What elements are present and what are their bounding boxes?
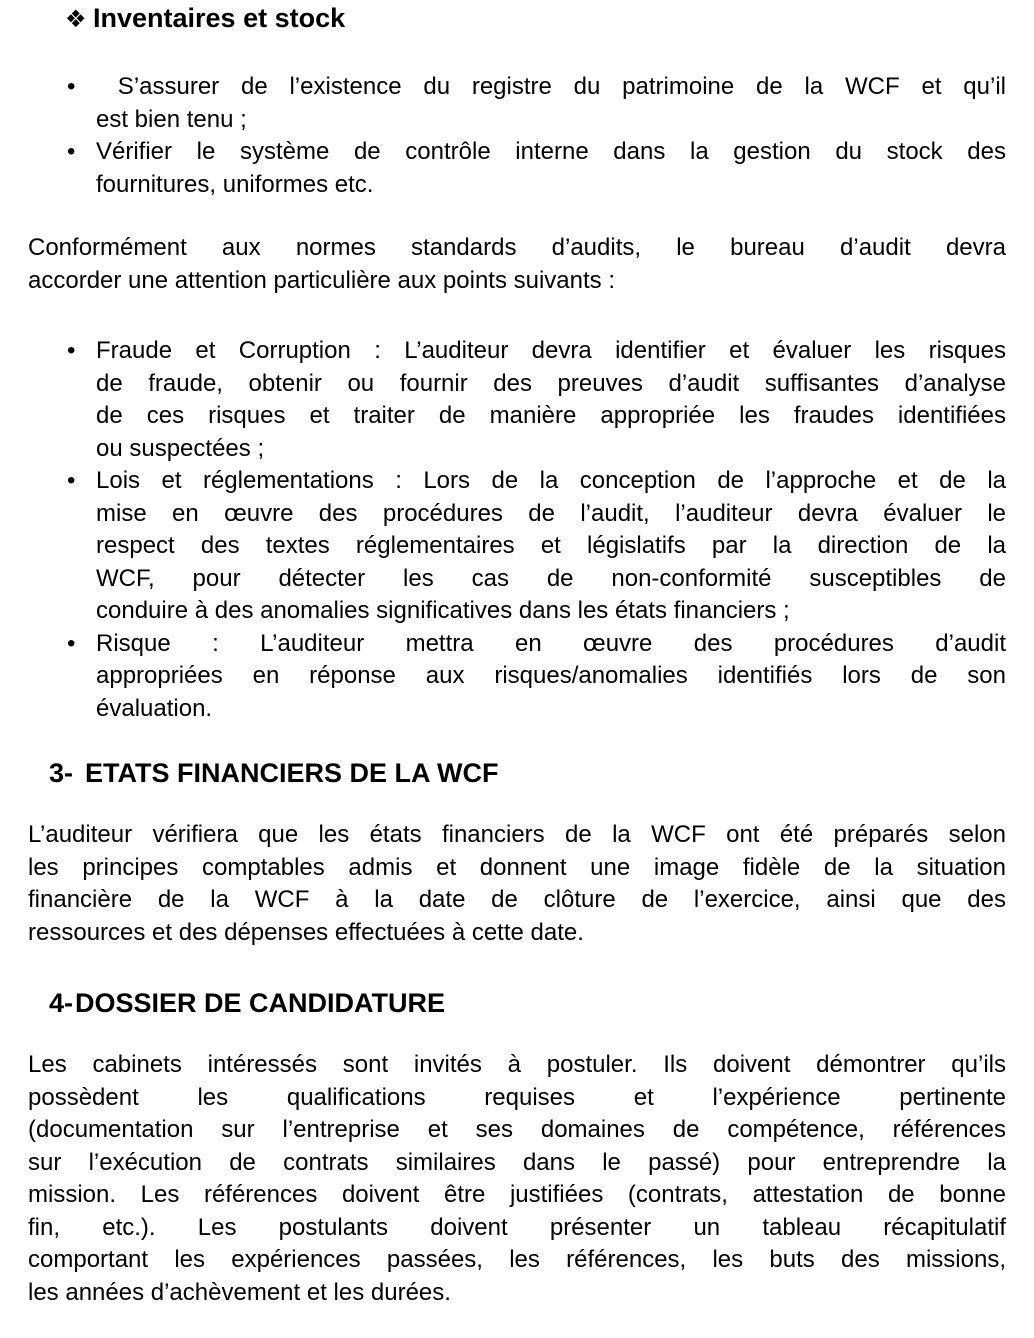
diamond-bullet-icon: ❖ [65, 6, 87, 33]
text-line: accorder une attention particulière aux points suivants : [28, 266, 616, 294]
section-number: 4- [49, 988, 74, 1018]
text-line: S’assurer de l’existence du registre du patrimoine de la WCF et qu’il [96, 73, 1006, 100]
text-line: ou suspectées ; [96, 434, 265, 462]
text-line: WCF, pour détecter les cas de non-conformité susceptibles de [96, 564, 1006, 592]
bullet-item-text [96, 136, 1006, 201]
bullet-list-item [28, 136, 1006, 201]
section-number: 3- [49, 758, 74, 788]
text-line: (documentation sur l’entreprise et ses domaines de compétence, références [28, 1116, 1006, 1143]
text-line: mission. Les références doivent être justifiées (contrats, attestation de bonne [28, 1181, 1006, 1208]
text-line: Vérifier le système de contrôle interne dans la gestion du stock des [96, 138, 1006, 165]
section-heading-inventaires-label: Inventaires et stock [93, 3, 346, 33]
text-line: de ces risques et traiter de manière appropriée les fraudes identifiées [96, 402, 1006, 429]
text-line: Les cabinets intéressés sont invités à postuler. Ils doivent démontrer qu’ils [28, 1051, 1006, 1078]
text-line: conduire à des anomalies significatives dans les états financiers ; [96, 597, 790, 624]
bullet-item-text [96, 628, 1006, 726]
section-heading-inventaires [28, 2, 1006, 36]
text-line: sur l’exécution de contrats similaires dans le passé) pour entreprendre la [28, 1148, 1006, 1176]
text-line: financière de la WCF à la date de clôture de l’exercice, ainsi que des [28, 886, 1006, 913]
text-line: mise en œuvre des procédures de l’audit, l’auditeur devra évaluer le [96, 499, 1006, 527]
bullet-dot-icon: • [67, 337, 76, 364]
text-line: ressources et des dépenses effectuées à cette date. [28, 918, 584, 946]
section-heading-candidature-label: DOSSIER DE CANDIDATURE [75, 988, 446, 1018]
text-line: Risque : L’auditeur mettra en œuvre des procédures d’audit [96, 629, 1006, 657]
text-line: Conformément aux normes standards d’audits, le bureau d’audit devra [28, 234, 1006, 261]
text-line: L’auditeur vérifiera que les états financiers de la WCF ont été préparés selon [28, 821, 1006, 848]
paragraph-conformement [28, 232, 1006, 297]
text-line: respect des textes réglementaires et législatifs par la direction de la [96, 532, 1006, 559]
bullet-dot-icon: • [67, 73, 76, 100]
bullet-dot-icon: • [67, 629, 76, 657]
bullet-item-text [96, 465, 1006, 628]
section-heading-etats-financiers [28, 757, 1006, 790]
text-line: évaluation. [96, 694, 213, 722]
text-line: comportant les expériences passées, les références, les buts des missions, [28, 1246, 1006, 1273]
bullet-item-text [96, 71, 1006, 136]
text-line: de fraude, obtenir ou fournir des preuves d’audit suffisantes d’analyse [96, 369, 1006, 397]
text-line: Fraude et Corruption : L’auditeur devra identifier et évaluer les risques [96, 337, 1006, 364]
text-line: Lois et réglementations : Lors de la conception de l’approche et de la [96, 467, 1006, 494]
stock-bullet-list [28, 71, 1006, 201]
attention-points-bullet-list [28, 335, 1006, 725]
bullet-item-text [96, 335, 1006, 465]
paragraph-dossier-candidature [28, 1049, 1006, 1309]
text-line: possèdent les qualifications requises et l’expérience pertinente [28, 1083, 1006, 1111]
section-heading-dossier-candidature [28, 987, 1006, 1020]
bullet-list-item [28, 71, 1006, 136]
text-line: les années d’achèvement et les durées. [28, 1278, 451, 1306]
paragraph-etats-financiers [28, 819, 1006, 949]
bullet-list-item [28, 335, 1006, 465]
text-line: fin, etc.). Les postulants doivent présenter un tableau récapitulatif [28, 1213, 1006, 1241]
bullet-list-item [28, 628, 1006, 726]
section-heading-etats-label: ETATS FINANCIERS DE LA WCF [85, 758, 499, 788]
bullet-list-item [28, 465, 1006, 628]
bullet-dot-icon: • [67, 138, 76, 165]
bullet-dot-icon: • [67, 467, 76, 494]
text-line: fournitures, uniformes etc. [96, 170, 374, 198]
text-line: est bien tenu ; [96, 105, 247, 133]
text-line: les principes comptables admis et donnent une image fidèle de la situation [28, 853, 1006, 881]
text-line: appropriées en réponse aux risques/anomalies identifiés lors de son [96, 662, 1006, 689]
